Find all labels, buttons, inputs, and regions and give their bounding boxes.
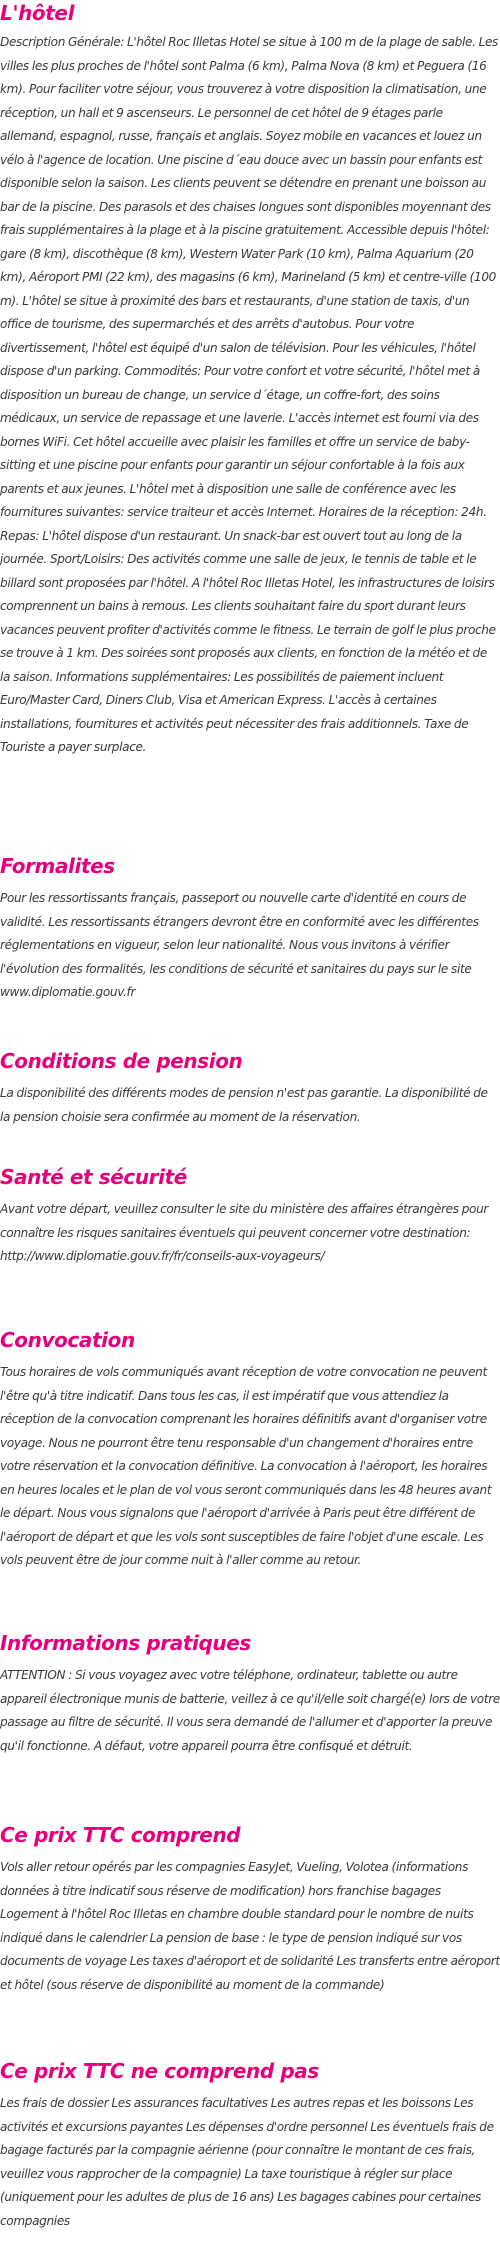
hotel-section bbox=[0, 0, 500, 760]
price-includes-text: Vols aller retour opérés par les compagnies EasyJet, Vueling, Volotea (informations données à titre indicatif sous réserve de modification) hors franchise bagages Logement à l'hôtel Roc Illetas en chambre double standard pour le nombre de nuits indiqué dans le calendrier La pension de base : le type de pension indiqué sur vos documents de voyage Les taxes d'aéroport et de solidarité Les transferts entre aéroport et hôtel (sous réserve de disponibilité au moment de la commande) bbox=[0, 1860, 500, 1992]
convocation-section bbox=[0, 1327, 500, 1573]
pension-section bbox=[0, 1048, 500, 1129]
price-includes-section bbox=[0, 1822, 500, 1997]
hotel-title: L'hôtel bbox=[0, 1, 75, 25]
infos-section bbox=[0, 1630, 500, 1758]
price-includes-title: Ce prix TTC comprend bbox=[0, 1823, 241, 1847]
convocation-text: Tous horaires de vols communiqués avant réception de votre convocation ne peuvent l'être qu'à titre indicatif. Dans tous les cas, il est impératif que vous attendiez la réception de la convocation comprenant les horaires définitifs avant d'organiser votre voyage. Nous ne pourront être tenu responsable d'un changement d'horaires entre votre réservation et la convocation définitive. La convocation à l'aéroport, les horaires en heures locales et le plan de vol vous seront communiqués dans les 48 heures avant le départ. Nous vous signalons que l'aéroport d'arrivée à Paris peut être différent de l'aéroport de départ et que les vols sont susceptibles de faire l'objet d'une escale. Les vols peuvent être de jour comme nuit à l'aller comme au retour. bbox=[0, 1365, 492, 1567]
formalites-section bbox=[0, 853, 500, 1005]
sante-section bbox=[0, 1164, 500, 1269]
infos-title: Informations pratiques bbox=[0, 1631, 251, 1655]
pension-text: La disponibilité des différents modes de pension n'est pas garantie. La disponibilité de la pension choisie sera confirmée au moment de la réservation. bbox=[0, 1086, 488, 1124]
infos-text: ATTENTION : Si vous voyagez avec votre téléphone, ordinateur, tablette ou autre appareil électronique munis de batterie, veillez à ce qu'il/elle soit chargé(e) lors de votre passage au filtre de sécurité. Il vous sera demandé de l'allumer et d'apporter la preuve qu'il fonctionne. A défaut, votre appareil pourra être confisqué et détruit. bbox=[0, 1668, 500, 1753]
pension-title: Conditions de pension bbox=[0, 1049, 243, 1073]
sante-text: Avant votre départ, veuillez consulter le site du ministère des affaires étrangères pour connaître les risques sanitaires éventuels qui peuvent concerner votre destination: http://www.diplomatie.gouv.fr/fr/conseils-aux-voyageurs/ bbox=[0, 1202, 489, 1263]
hotel-description: Description Générale: L'hôtel Roc Illetas Hotel se situe à 100 m de la plage de sable. Les villes les plus proches de l'hôtel sont Palma (6 km), Palma Nova (8 km) et Peguera (16 km). Pour faciliter votre séjour, vous trouverez à votre disposition la climatisation, une réception, un hall et 9 ascenseurs. Le personnel de cet hôtel de 9 étages parle allemand, espagnol, russe, français et anglais. Soyez mobile en vacances et louez un vélo à l'agence de location. Une piscine d´eau douce avec un bassin pour enfants est disponible selon la saison. Les clients peuvent se détendre en prenant une boisson au bar de la piscine. Des parasols et des chaises longues sont disponibles moyennant des frais supplémentaires à la plage et à la piscine gratuitement. Accessible depuis l'hôtel: gare (8 km), discothèque (8 km), Western Water Park (10 km), Palma Aquarium (20 km), Aéroport PMI (22 km), des magasins (6 km), Marineland (5 km) et centre-ville (100 m). L'hôtel se situe à proximité des bars et restaurants, d'une station de taxis, d'un office de tourisme, des supermarchés et des arrêts d'autobus. Pour votre divertissement, l'hôtel est équipé d'un salon de télévision. Pour les véhicules, l'hôtel dispose d'un parking. Commodités: Pour votre confort et votre sécurité, l'hôtel met à disposition un bureau de change, un service d´étage, un coffre-fort, des soins médicaux, un service de repassage et une laverie. L'accès internet est fourni via des bornes WiFi. Cet hôtel accueille avec plaisir les familles et offre un service de baby-sitting et une piscine pour enfants pour garantir un séjour confortable à la fois aux parents et aux jeunes. L'hôtel met à disposition une salle de conférence avec les fournitures suivantes: service traiteur et accès Internet. Horaires de la réception: 24h. Repas: L'hôtel dispose d'un restaurant. Un snack-bar est ouvert tout au long de la journée. Sport/Loisirs: Des activités comme une salle de jeux, le tennis de table et le billard sont proposées par l'hôtel. A l'hôtel Roc Illetas Hotel, les infrastructures de loisirs comprennent un bains à remous. Les clients souhaitant faire du sport durant leurs vacances peuvent profiter d'activités comme le fitness. Le terrain de golf le plus proche se trouve à 1 km. Des soirées sont proposés aux clients, en fonction de la météo et de la saison. Informations supplémentaires: Les possibilités de paiement incluent Euro/Master Card, Diners Club, Visa et American Express. L'accès à certaines installations, fournitures et activités peut nécessiter des frais additionnels. Taxe de Touriste a payer surplace. bbox=[0, 35, 499, 754]
formalites-text: Pour les ressortissants français, passeport ou nouvelle carte d'identité en cours de validité. Les ressortissants étrangers devront être en conformité avec les différentes réglementations en vigueur, selon leur nationalité. Nous vous invitons à vérifier l'évolution des formalités, les conditions de sécurité et sanitaires du pays sur le site www.diplomatie.gouv.fr bbox=[0, 891, 479, 999]
price-excludes-text: Les frais de dossier Les assurances facultatives Les autres repas et les boissons Les activités et excursions payantes Les dépenses d'ordre personnel Les éventuels frais de bagage facturés par la compagnie aérienne (pour connaître le montant de ces frais, veuillez vous rapprocher de la compagnie) La taxe touristique à régler sur place (uniquement pour les adultes de plus de 16 ans) Les bagages cabines pour certaines compagnies bbox=[0, 2096, 494, 2228]
convocation-title: Convocation bbox=[0, 1328, 135, 1352]
price-excludes-section bbox=[0, 2058, 500, 2233]
formalites-title: Formalites bbox=[0, 854, 115, 878]
price-excludes-title: Ce prix TTC ne comprend pas bbox=[0, 2059, 319, 2083]
sante-title: Santé et sécurité bbox=[0, 1165, 187, 1189]
